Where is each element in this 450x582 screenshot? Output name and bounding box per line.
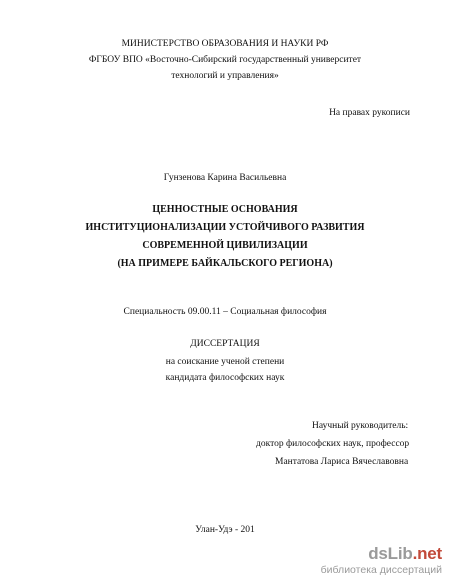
work-type-label: ДИССЕРТАЦИЯ (190, 339, 260, 349)
ministry-heading: МИНИСТЕРСТВО ОБРАЗОВАНИЯ И НАУКИ РФ (121, 39, 329, 49)
thesis-title-line3: СОВРЕМЕННОЙ ЦИВИЛИЗАЦИИ (142, 240, 308, 251)
degree-purpose-line1: на соискание ученой степени (165, 357, 285, 367)
dslib-logo (368, 544, 442, 564)
thesis-title-line4: (НА ПРИМЕРЕ БАЙКАЛЬСКОГО РЕГИОНА) (117, 258, 333, 269)
supervisor-label: Научный руководитель: (312, 421, 409, 431)
dslib-tagline: библиотека диссертаций (320, 564, 442, 576)
degree-purpose-line2: кандидата философских наук (165, 373, 285, 383)
dslib-watermark (320, 544, 442, 578)
manuscript-note: На правах рукописи (329, 108, 410, 118)
university-name-line2: технологий и управления» (171, 71, 279, 81)
specialty: Специальность 09.00.11 – Социальная философия (123, 307, 327, 317)
thesis-title-line1: ЦЕННОСТНЫЕ ОСНОВАНИЯ (152, 204, 298, 215)
dslib-logo-tld: .net (412, 544, 442, 563)
thesis-title-line2: ИНСТИТУЦИОНАЛИЗАЦИИ УСТОЙЧИВОГО РАЗВИТИЯ (85, 222, 365, 233)
supervisor-name: Мантатова Лариса Вячеславовна (275, 457, 409, 467)
author-name: Гунзенова Карина Васильевна (163, 173, 287, 183)
city-year: Улан-Удэ - 201 (195, 525, 255, 535)
supervisor-degree: доктор философских наук, профессор (256, 439, 410, 449)
university-name-line1: ФГБОУ ВПО «Восточно-Сибирский государственный университет (88, 55, 362, 65)
dslib-logo-main: dsLib (368, 544, 413, 563)
